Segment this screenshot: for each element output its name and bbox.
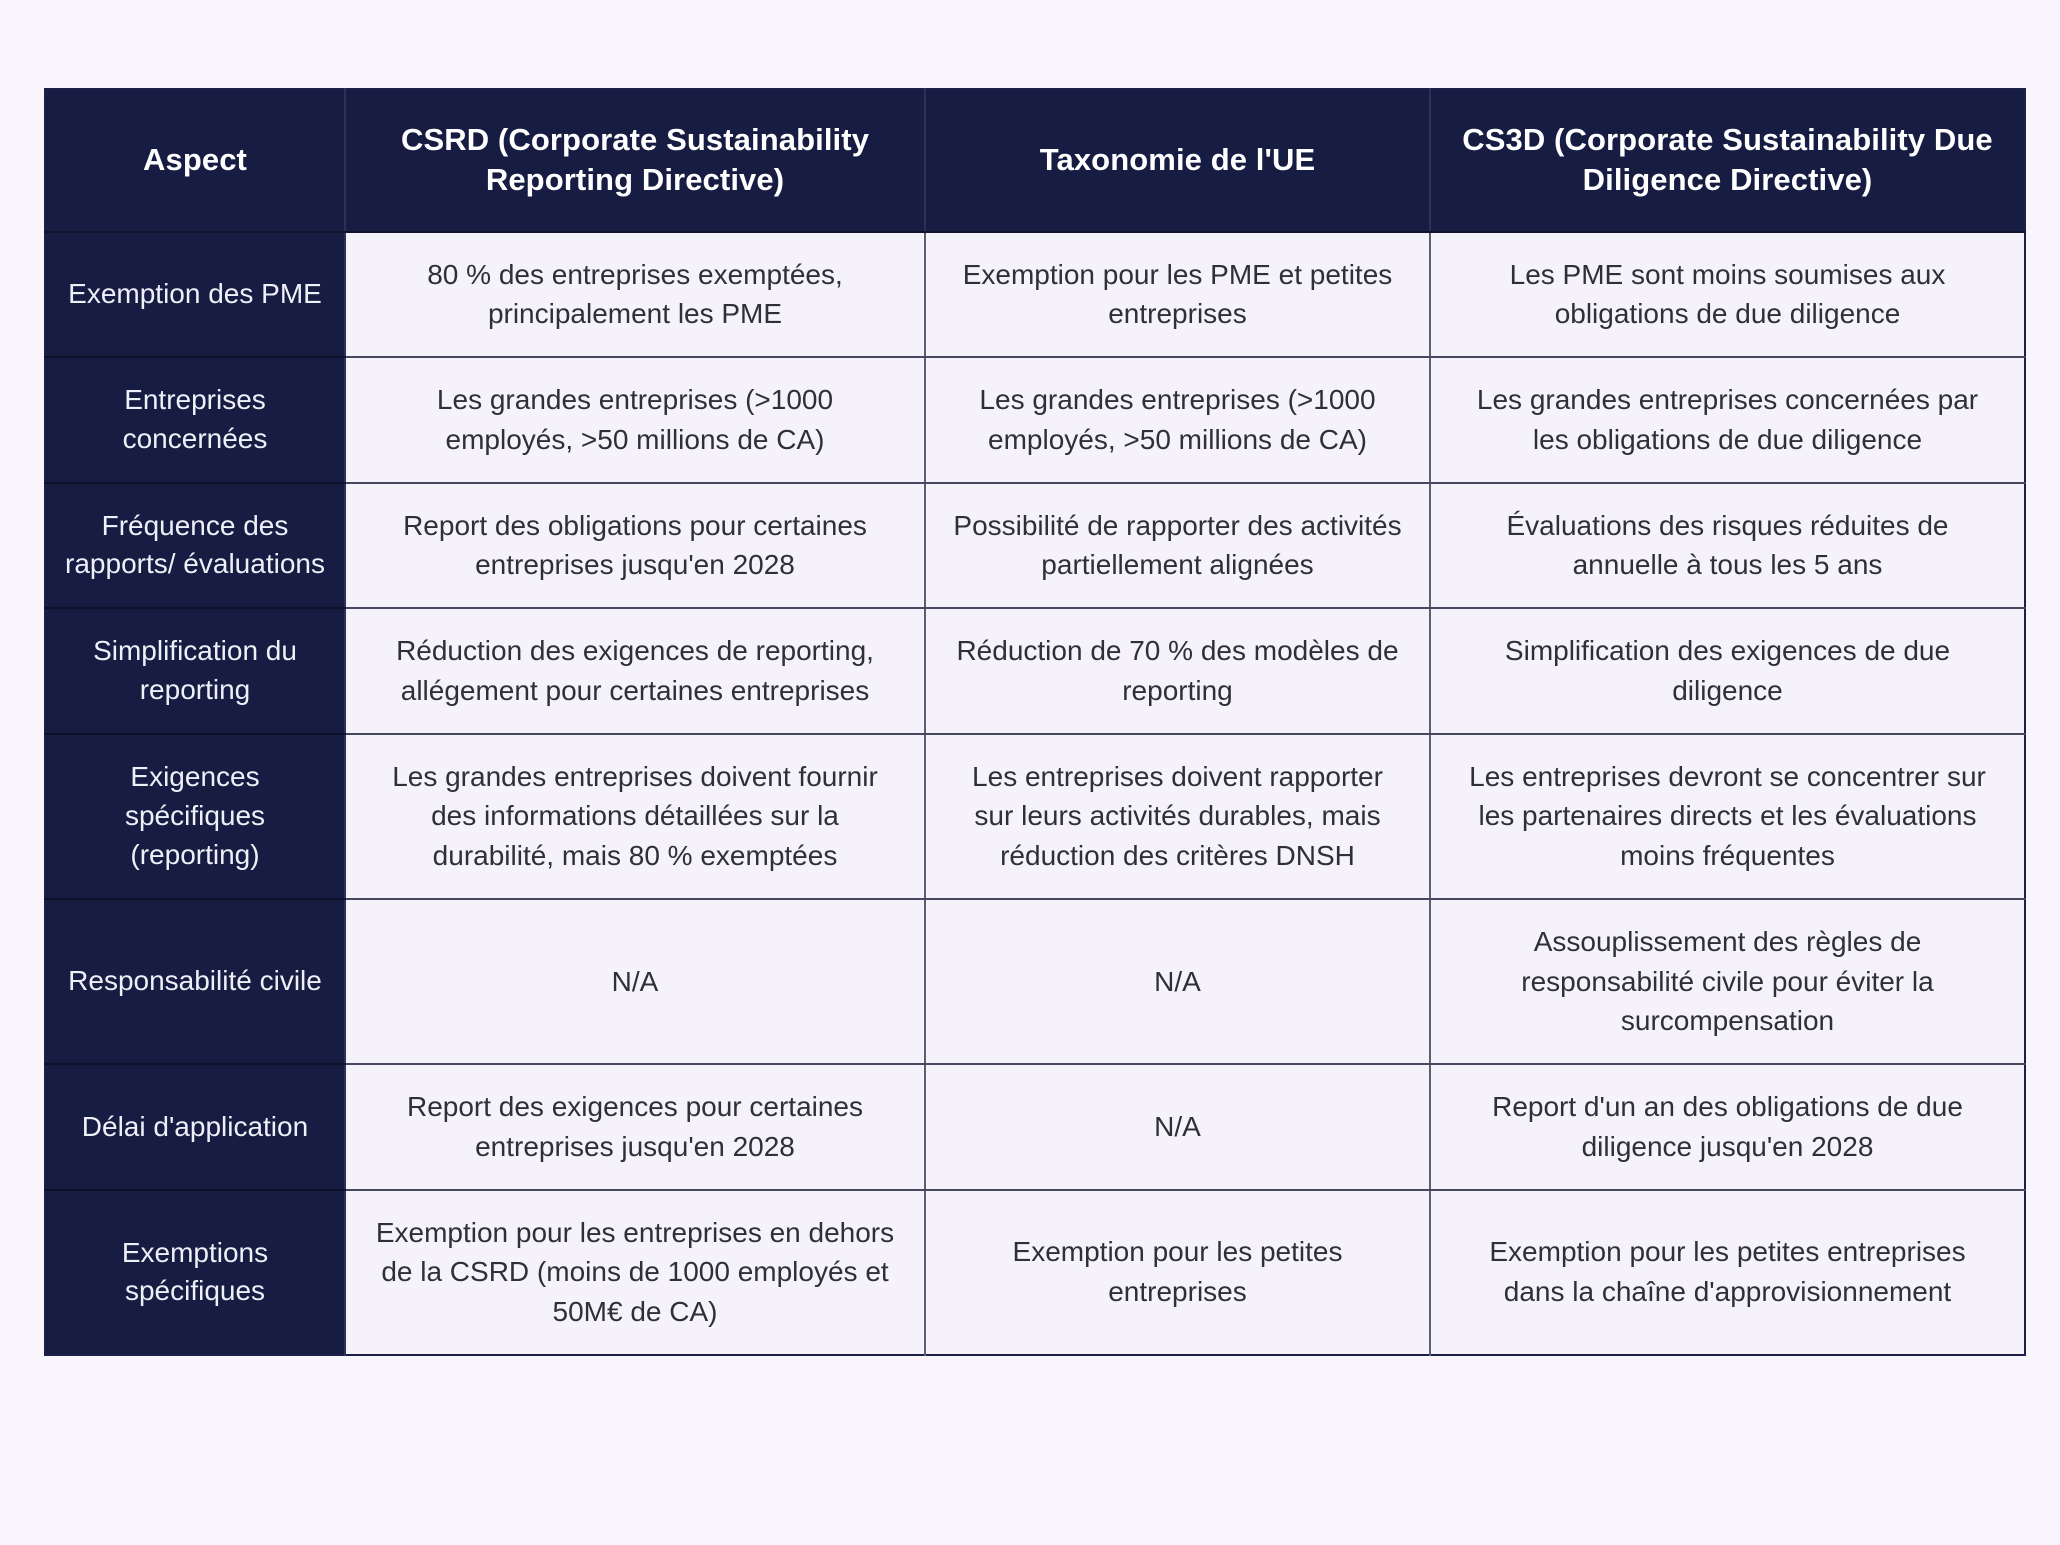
cell-taxonomie: Les entreprises doivent rapporter sur leurs activités durables, mais réduction des critères DNSH	[925, 734, 1430, 899]
cell-taxonomie: N/A	[925, 899, 1430, 1064]
cell-csrd: Exemption pour les entreprises en dehors de la CSRD (moins de 1000 employés et 50M€ de CA)	[345, 1190, 925, 1355]
cell-cs3d: Exemption pour les petites entreprises dans la chaîne d'approvisionnement	[1430, 1190, 2025, 1355]
cell-cs3d: Report d'un an des obligations de due diligence jusqu'en 2028	[1430, 1064, 2025, 1190]
table-row	[45, 899, 2025, 1064]
table-row	[45, 734, 2025, 899]
cell-taxonomie: Possibilité de rapporter des activités partiellement alignées	[925, 483, 1430, 609]
cell-cs3d: Les PME sont moins soumises aux obligations de due diligence	[1430, 232, 2025, 358]
table-row	[45, 483, 2025, 609]
cell-csrd: N/A	[345, 899, 925, 1064]
cell-csrd: Les grandes entreprises (>1000 employés, >50 millions de CA)	[345, 357, 925, 483]
cell-taxonomie: Réduction de 70 % des modèles de reporting	[925, 608, 1430, 734]
table-row	[45, 1190, 2025, 1355]
cell-cs3d: Assouplissement des règles de responsabilité civile pour éviter la surcompensation	[1430, 899, 2025, 1064]
column-header-aspect: Aspect	[45, 89, 345, 232]
table-header	[45, 89, 2025, 232]
column-header-taxonomie: Taxonomie de l'UE	[925, 89, 1430, 232]
column-header-cs3d: CS3D (Corporate Sustainability Due Diligence Directive)	[1430, 89, 2025, 232]
cell-cs3d: Les grandes entreprises concernées par les obligations de due diligence	[1430, 357, 2025, 483]
cell-csrd: Réduction des exigences de reporting, allégement pour certaines entreprises	[345, 608, 925, 734]
cell-csrd: Report des obligations pour certaines entreprises jusqu'en 2028	[345, 483, 925, 609]
column-header-csrd: CSRD (Corporate Sustainability Reporting Directive)	[345, 89, 925, 232]
comparison-table	[44, 88, 2026, 1356]
row-label: Exemptions spécifiques	[45, 1190, 345, 1355]
cell-csrd: Les grandes entreprises doivent fournir des informations détaillées sur la durabilité, mais 80 % exemptées	[345, 734, 925, 899]
cell-cs3d: Simplification des exigences de due diligence	[1430, 608, 2025, 734]
row-label: Responsabilité civile	[45, 899, 345, 1064]
row-label: Simplification du reporting	[45, 608, 345, 734]
cell-taxonomie: N/A	[925, 1064, 1430, 1190]
table-row	[45, 232, 2025, 358]
cell-cs3d: Évaluations des risques réduites de annuelle à tous les 5 ans	[1430, 483, 2025, 609]
table-row	[45, 1064, 2025, 1190]
row-label: Délai d'application	[45, 1064, 345, 1190]
row-label: Fréquence des rapports/ évaluations	[45, 483, 345, 609]
row-label: Exigences spécifiques (reporting)	[45, 734, 345, 899]
table-body	[45, 232, 2025, 1355]
cell-taxonomie: Exemption pour les petites entreprises	[925, 1190, 1430, 1355]
cell-taxonomie: Les grandes entreprises (>1000 employés, >50 millions de CA)	[925, 357, 1430, 483]
cell-csrd: Report des exigences pour certaines entreprises jusqu'en 2028	[345, 1064, 925, 1190]
row-label: Exemption des PME	[45, 232, 345, 358]
cell-csrd: 80 % des entreprises exemptées, principalement les PME	[345, 232, 925, 358]
table-row	[45, 357, 2025, 483]
row-label: Entreprises concernées	[45, 357, 345, 483]
cell-cs3d: Les entreprises devront se concentrer sur les partenaires directs et les évaluations moins fréquentes	[1430, 734, 2025, 899]
table-row	[45, 608, 2025, 734]
cell-taxonomie: Exemption pour les PME et petites entreprises	[925, 232, 1430, 358]
header-row	[45, 89, 2025, 232]
